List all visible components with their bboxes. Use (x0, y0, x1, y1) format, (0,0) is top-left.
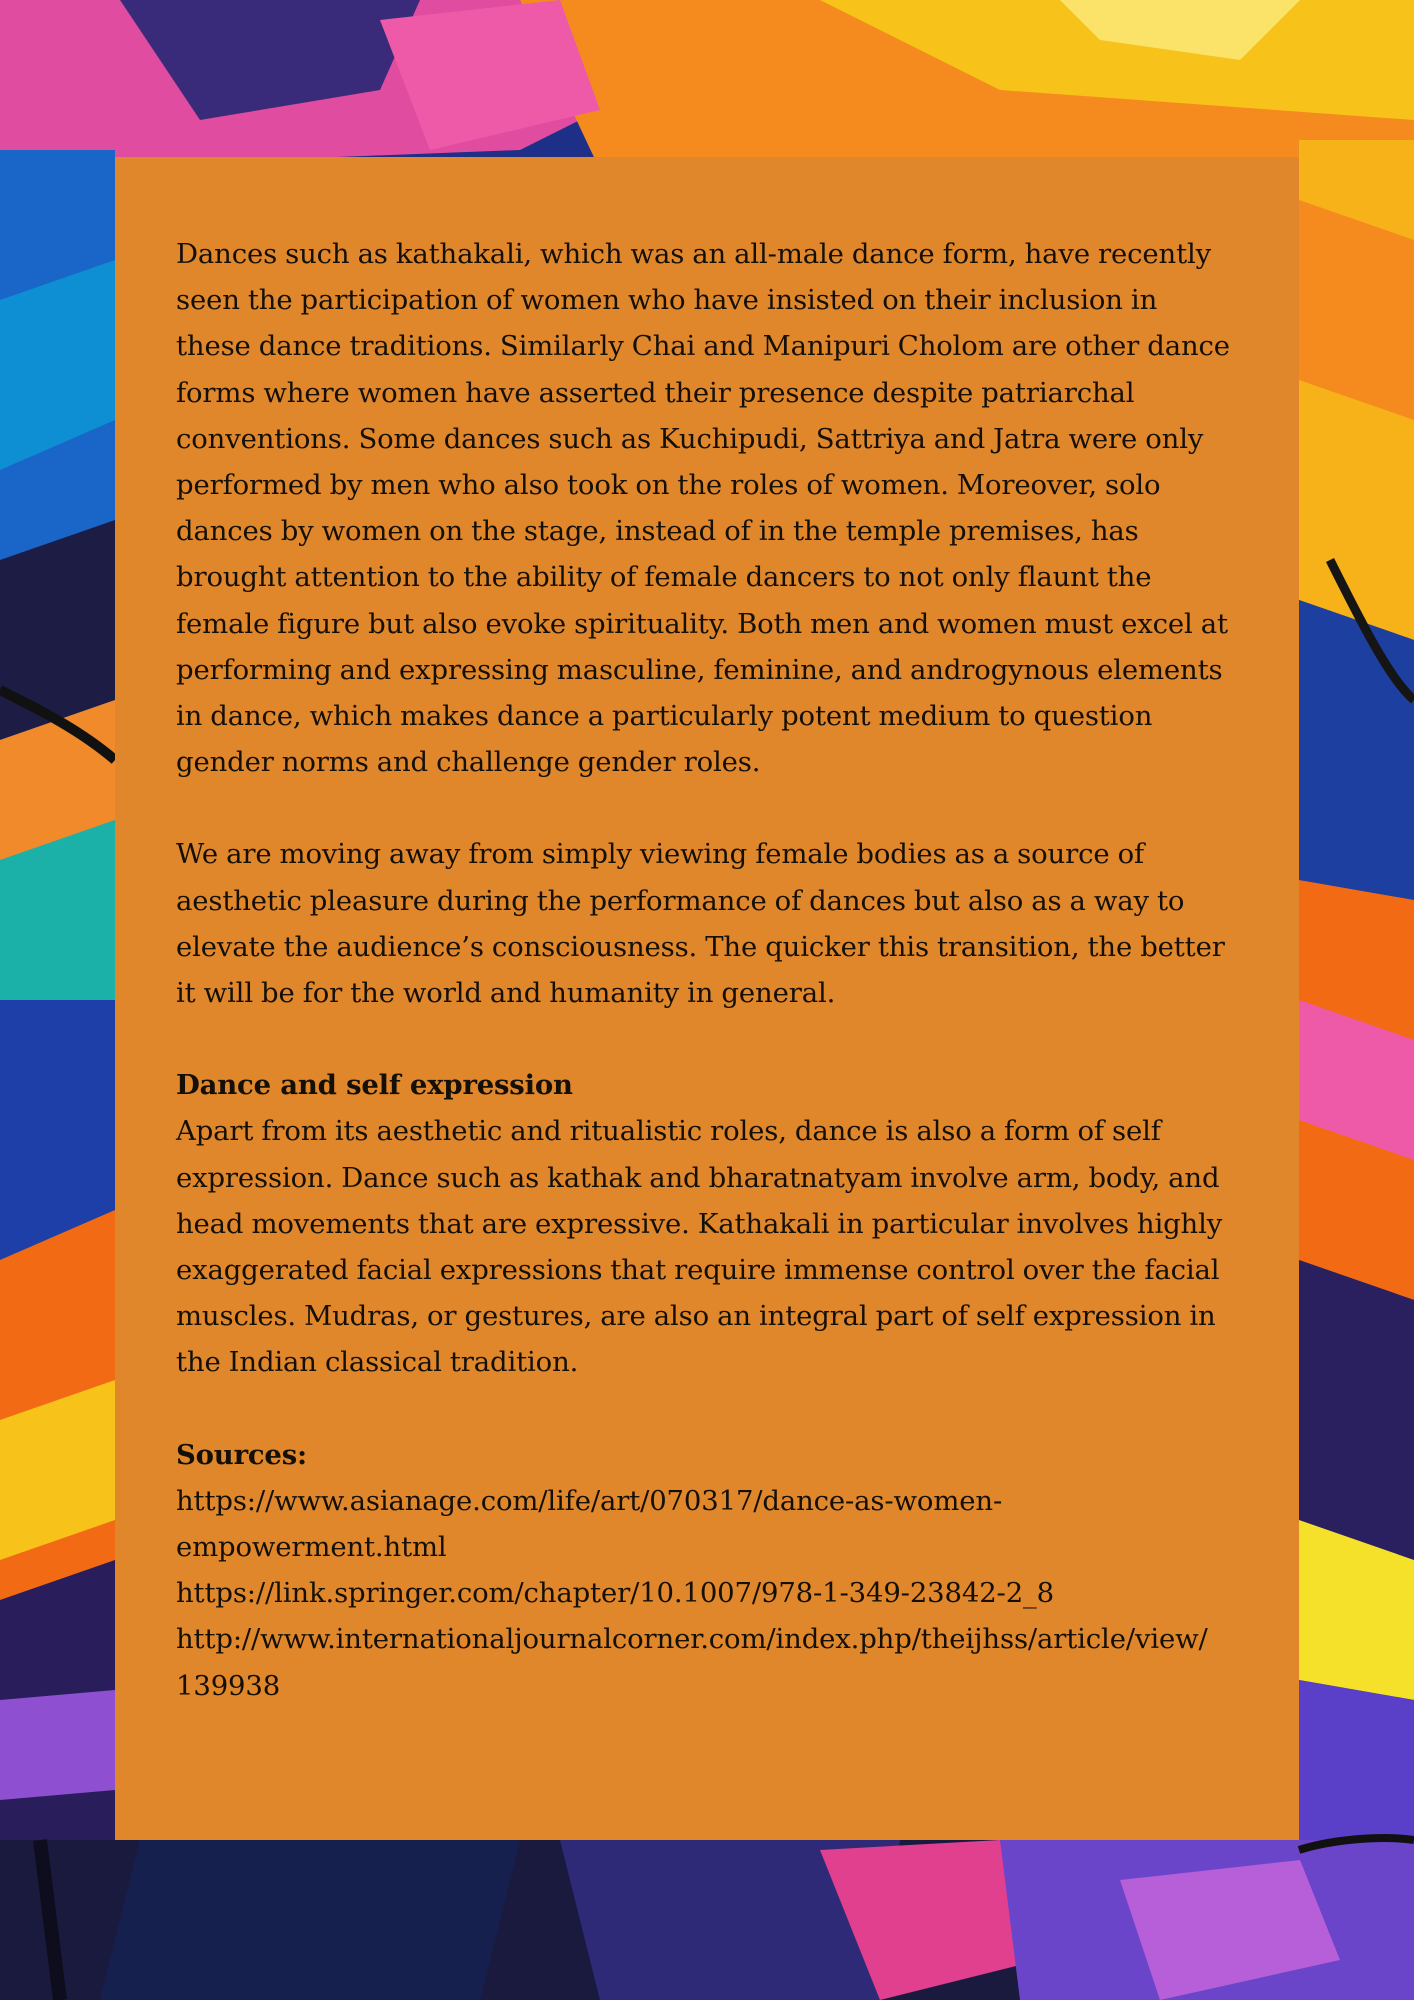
source-link-line[interactable]: empowerment.html (176, 1531, 447, 1564)
paragraph-self-expression: Apart from its aesthetic and ritualistic roles, dance is also a form of self expression. Dance such as kathak and bharatnatyam involve arm, body, and head movements that are expressive. Kathakali in particular involves highly exaggerated facial expressions that require immense control over the facial muscles. Mudras, or gestures, are also an integral part of self expression in the Indian classical tradition. (176, 1115, 1223, 1379)
sources-list (176, 1478, 1239, 1709)
sources-heading: Sources: (176, 1438, 307, 1471)
source-link-line[interactable]: http://www.internationaljournalcorner.com/index.php/theijhss/article/view/ (176, 1623, 1208, 1656)
source-link-line[interactable]: 139938 (176, 1669, 281, 1702)
source-link-line[interactable]: https://link.springer.com/chapter/10.1007/978-1-349-23842-2_8 (176, 1577, 1054, 1610)
section-heading: Dance and self expression (176, 1069, 573, 1102)
paragraph-women-in-dance: Dances such as kathakali, which was an all-male dance form, have recently seen the participation of women who have insisted on their inclusion in these dance traditions. Similarly Chai and Manipuri Cholom are other dance forms where women have asserted their presence despite patriarchal conventions. Some dances such as Kuchipudi, Sattriya and Jatra were only performed by men who also took on the roles of women. Moreover, solo dances by women on the stage, instead of in the temple premises, has brought attention to the ability of female dancers to not only flaunt the female figure but also evoke spirituality. Both men and women must excel at performing and expressing masculine, feminine, and androgynous elements in dance, which makes dance a particularly potent medium to question gender norms and challenge gender roles. (176, 238, 1230, 779)
paragraph-consciousness: We are moving away from simply viewing female bodies as a source of aesthetic pleasure during the performance of dances but also as a way to elevate the audience’s consciousness. The quicker this transition, the better it will be for the world and humanity in general. (176, 838, 1225, 1010)
text-panel (115, 157, 1299, 1840)
source-link-line[interactable]: https://www.asianage.com/life/art/070317/dance-as-women- (176, 1484, 1003, 1517)
